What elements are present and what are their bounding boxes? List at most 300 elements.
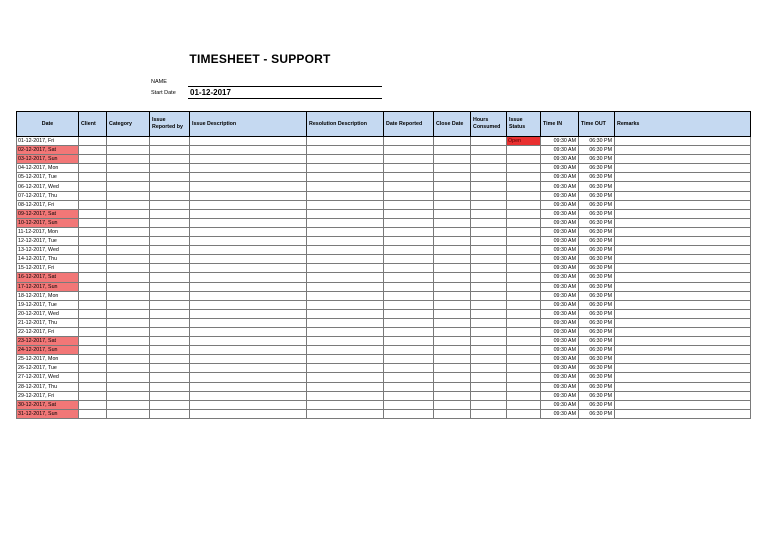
cell-category[interactable] <box>107 391 150 400</box>
cell-date-reported[interactable] <box>384 218 434 227</box>
cell-time-in[interactable]: 09:30 AM <box>541 273 579 282</box>
cell-close-date[interactable] <box>434 191 471 200</box>
cell-client[interactable] <box>79 209 107 218</box>
cell-category[interactable] <box>107 282 150 291</box>
cell-time-out[interactable]: 06:30 PM <box>579 264 615 273</box>
cell-date-reported[interactable] <box>384 400 434 409</box>
cell-resolution[interactable] <box>307 337 384 346</box>
cell-time-in[interactable]: 09:30 AM <box>541 291 579 300</box>
cell-close-date[interactable] <box>434 246 471 255</box>
cell-client[interactable] <box>79 391 107 400</box>
cell-description[interactable] <box>190 182 307 191</box>
cell-date-reported[interactable] <box>384 355 434 364</box>
cell-hours[interactable] <box>471 282 507 291</box>
cell-time-out[interactable]: 06:30 PM <box>579 191 615 200</box>
cell-status[interactable] <box>507 218 541 227</box>
cell-time-in[interactable]: 09:30 AM <box>541 373 579 382</box>
cell-date[interactable]: 29-12-2017, Fri <box>17 391 79 400</box>
cell-description[interactable] <box>190 291 307 300</box>
cell-date-reported[interactable] <box>384 246 434 255</box>
cell-time-out[interactable]: 06:30 PM <box>579 255 615 264</box>
cell-time-out[interactable]: 06:30 PM <box>579 146 615 155</box>
cell-description[interactable] <box>190 318 307 327</box>
cell-status[interactable] <box>507 409 541 418</box>
cell-date-reported[interactable] <box>384 364 434 373</box>
cell-remarks[interactable] <box>615 264 751 273</box>
cell-resolution[interactable] <box>307 355 384 364</box>
cell-hours[interactable] <box>471 146 507 155</box>
cell-date[interactable]: 24-12-2017, Sun <box>17 346 79 355</box>
cell-description[interactable] <box>190 200 307 209</box>
cell-client[interactable] <box>79 182 107 191</box>
cell-close-date[interactable] <box>434 364 471 373</box>
cell-hours[interactable] <box>471 318 507 327</box>
cell-client[interactable] <box>79 282 107 291</box>
cell-time-in[interactable]: 09:30 AM <box>541 309 579 318</box>
cell-description[interactable] <box>190 337 307 346</box>
cell-date[interactable]: 14-12-2017, Thu <box>17 255 79 264</box>
cell-hours[interactable] <box>471 218 507 227</box>
cell-time-out[interactable]: 06:30 PM <box>579 309 615 318</box>
cell-date[interactable]: 01-12-2017, Fri <box>17 137 79 146</box>
cell-date-reported[interactable] <box>384 373 434 382</box>
cell-reported-by[interactable] <box>150 218 190 227</box>
cell-time-out[interactable]: 06:30 PM <box>579 355 615 364</box>
cell-close-date[interactable] <box>434 218 471 227</box>
cell-close-date[interactable] <box>434 227 471 236</box>
cell-description[interactable] <box>190 355 307 364</box>
cell-date-reported[interactable] <box>384 255 434 264</box>
cell-close-date[interactable] <box>434 327 471 336</box>
cell-hours[interactable] <box>471 191 507 200</box>
cell-description[interactable] <box>190 227 307 236</box>
cell-resolution[interactable] <box>307 391 384 400</box>
cell-time-out[interactable]: 06:30 PM <box>579 182 615 191</box>
cell-time-out[interactable]: 06:30 PM <box>579 327 615 336</box>
cell-close-date[interactable] <box>434 409 471 418</box>
cell-time-out[interactable]: 06:30 PM <box>579 409 615 418</box>
cell-remarks[interactable] <box>615 382 751 391</box>
cell-date-reported[interactable] <box>384 191 434 200</box>
cell-reported-by[interactable] <box>150 137 190 146</box>
cell-time-out[interactable]: 06:30 PM <box>579 364 615 373</box>
cell-time-out[interactable]: 06:30 PM <box>579 173 615 182</box>
cell-remarks[interactable] <box>615 400 751 409</box>
cell-resolution[interactable] <box>307 209 384 218</box>
cell-time-in[interactable]: 09:30 AM <box>541 282 579 291</box>
cell-reported-by[interactable] <box>150 327 190 336</box>
cell-close-date[interactable] <box>434 291 471 300</box>
cell-time-out[interactable]: 06:30 PM <box>579 291 615 300</box>
cell-time-out[interactable]: 06:30 PM <box>579 337 615 346</box>
cell-description[interactable] <box>190 137 307 146</box>
cell-time-in[interactable]: 09:30 AM <box>541 382 579 391</box>
cell-hours[interactable] <box>471 227 507 236</box>
cell-time-out[interactable]: 06:30 PM <box>579 200 615 209</box>
cell-status[interactable] <box>507 327 541 336</box>
cell-client[interactable] <box>79 246 107 255</box>
cell-date-reported[interactable] <box>384 209 434 218</box>
cell-time-in[interactable]: 09:30 AM <box>541 200 579 209</box>
cell-close-date[interactable] <box>434 173 471 182</box>
cell-description[interactable] <box>190 364 307 373</box>
cell-reported-by[interactable] <box>150 164 190 173</box>
cell-client[interactable] <box>79 273 107 282</box>
cell-category[interactable] <box>107 291 150 300</box>
cell-close-date[interactable] <box>434 255 471 264</box>
cell-remarks[interactable] <box>615 155 751 164</box>
cell-remarks[interactable] <box>615 237 751 246</box>
cell-remarks[interactable] <box>615 409 751 418</box>
cell-hours[interactable] <box>471 291 507 300</box>
cell-time-in[interactable]: 09:30 AM <box>541 237 579 246</box>
cell-resolution[interactable] <box>307 155 384 164</box>
cell-category[interactable] <box>107 382 150 391</box>
cell-date[interactable]: 30-12-2017, Sat <box>17 400 79 409</box>
cell-resolution[interactable] <box>307 291 384 300</box>
cell-reported-by[interactable] <box>150 237 190 246</box>
cell-resolution[interactable] <box>307 373 384 382</box>
cell-category[interactable] <box>107 182 150 191</box>
cell-status[interactable] <box>507 391 541 400</box>
cell-hours[interactable] <box>471 400 507 409</box>
cell-close-date[interactable] <box>434 282 471 291</box>
cell-time-out[interactable]: 06:30 PM <box>579 400 615 409</box>
cell-time-in[interactable]: 09:30 AM <box>541 318 579 327</box>
cell-time-in[interactable]: 09:30 AM <box>541 337 579 346</box>
cell-remarks[interactable] <box>615 273 751 282</box>
cell-close-date[interactable] <box>434 373 471 382</box>
cell-category[interactable] <box>107 255 150 264</box>
cell-category[interactable] <box>107 146 150 155</box>
cell-client[interactable] <box>79 346 107 355</box>
cell-date-reported[interactable] <box>384 327 434 336</box>
cell-date[interactable]: 23-12-2017, Sat <box>17 337 79 346</box>
cell-date[interactable]: 09-12-2017, Sat <box>17 209 79 218</box>
cell-time-in[interactable]: 09:30 AM <box>541 409 579 418</box>
cell-time-out[interactable]: 06:30 PM <box>579 227 615 236</box>
cell-description[interactable] <box>190 391 307 400</box>
cell-status[interactable] <box>507 273 541 282</box>
cell-time-in[interactable]: 09:30 AM <box>541 246 579 255</box>
cell-date[interactable]: 13-12-2017, Wed <box>17 246 79 255</box>
cell-hours[interactable] <box>471 246 507 255</box>
cell-category[interactable] <box>107 355 150 364</box>
cell-date-reported[interactable] <box>384 391 434 400</box>
cell-date[interactable]: 17-12-2017, Sun <box>17 282 79 291</box>
cell-time-out[interactable]: 06:30 PM <box>579 218 615 227</box>
cell-status[interactable] <box>507 200 541 209</box>
cell-resolution[interactable] <box>307 382 384 391</box>
cell-time-out[interactable]: 06:30 PM <box>579 382 615 391</box>
cell-resolution[interactable] <box>307 264 384 273</box>
cell-remarks[interactable] <box>615 246 751 255</box>
cell-date-reported[interactable] <box>384 337 434 346</box>
cell-status[interactable] <box>507 364 541 373</box>
cell-client[interactable] <box>79 164 107 173</box>
cell-time-out[interactable]: 06:30 PM <box>579 209 615 218</box>
cell-date-reported[interactable] <box>384 146 434 155</box>
cell-reported-by[interactable] <box>150 309 190 318</box>
cell-resolution[interactable] <box>307 246 384 255</box>
cell-resolution[interactable] <box>307 137 384 146</box>
cell-reported-by[interactable] <box>150 409 190 418</box>
cell-date-reported[interactable] <box>384 182 434 191</box>
cell-remarks[interactable] <box>615 137 751 146</box>
cell-reported-by[interactable] <box>150 364 190 373</box>
cell-time-out[interactable]: 06:30 PM <box>579 155 615 164</box>
cell-category[interactable] <box>107 346 150 355</box>
cell-description[interactable] <box>190 373 307 382</box>
cell-time-out[interactable]: 06:30 PM <box>579 282 615 291</box>
cell-client[interactable] <box>79 155 107 164</box>
cell-status[interactable] <box>507 173 541 182</box>
cell-description[interactable] <box>190 209 307 218</box>
cell-status[interactable]: Open <box>507 137 541 146</box>
cell-date[interactable]: 16-12-2017, Sat <box>17 273 79 282</box>
cell-hours[interactable] <box>471 409 507 418</box>
cell-status[interactable] <box>507 382 541 391</box>
cell-date[interactable]: 07-12-2017, Thu <box>17 191 79 200</box>
cell-client[interactable] <box>79 291 107 300</box>
cell-status[interactable] <box>507 237 541 246</box>
cell-resolution[interactable] <box>307 237 384 246</box>
cell-resolution[interactable] <box>307 200 384 209</box>
cell-remarks[interactable] <box>615 191 751 200</box>
cell-time-out[interactable]: 06:30 PM <box>579 373 615 382</box>
cell-resolution[interactable] <box>307 273 384 282</box>
cell-date[interactable]: 26-12-2017, Tue <box>17 364 79 373</box>
cell-date[interactable]: 25-12-2017, Mon <box>17 355 79 364</box>
cell-time-in[interactable]: 09:30 AM <box>541 155 579 164</box>
cell-reported-by[interactable] <box>150 182 190 191</box>
cell-hours[interactable] <box>471 337 507 346</box>
cell-category[interactable] <box>107 237 150 246</box>
cell-date-reported[interactable] <box>384 291 434 300</box>
cell-hours[interactable] <box>471 382 507 391</box>
cell-close-date[interactable] <box>434 137 471 146</box>
cell-reported-by[interactable] <box>150 246 190 255</box>
cell-date[interactable]: 18-12-2017, Mon <box>17 291 79 300</box>
cell-time-out[interactable]: 06:30 PM <box>579 137 615 146</box>
cell-client[interactable] <box>79 300 107 309</box>
cell-description[interactable] <box>190 409 307 418</box>
cell-description[interactable] <box>190 309 307 318</box>
cell-reported-by[interactable] <box>150 300 190 309</box>
cell-resolution[interactable] <box>307 327 384 336</box>
cell-status[interactable] <box>507 309 541 318</box>
cell-client[interactable] <box>79 355 107 364</box>
cell-close-date[interactable] <box>434 164 471 173</box>
cell-status[interactable] <box>507 246 541 255</box>
cell-category[interactable] <box>107 218 150 227</box>
cell-time-in[interactable]: 09:30 AM <box>541 164 579 173</box>
cell-date-reported[interactable] <box>384 273 434 282</box>
cell-date[interactable]: 11-12-2017, Mon <box>17 227 79 236</box>
cell-remarks[interactable] <box>615 164 751 173</box>
cell-remarks[interactable] <box>615 355 751 364</box>
cell-resolution[interactable] <box>307 164 384 173</box>
cell-resolution[interactable] <box>307 255 384 264</box>
cell-status[interactable] <box>507 346 541 355</box>
cell-close-date[interactable] <box>434 300 471 309</box>
cell-resolution[interactable] <box>307 227 384 236</box>
cell-time-in[interactable]: 09:30 AM <box>541 191 579 200</box>
cell-date[interactable]: 06-12-2017, Wed <box>17 182 79 191</box>
cell-status[interactable] <box>507 255 541 264</box>
cell-hours[interactable] <box>471 355 507 364</box>
cell-time-out[interactable]: 06:30 PM <box>579 391 615 400</box>
cell-status[interactable] <box>507 318 541 327</box>
cell-resolution[interactable] <box>307 173 384 182</box>
cell-client[interactable] <box>79 191 107 200</box>
cell-date-reported[interactable] <box>384 155 434 164</box>
cell-hours[interactable] <box>471 327 507 336</box>
cell-remarks[interactable] <box>615 300 751 309</box>
cell-date-reported[interactable] <box>384 409 434 418</box>
cell-time-out[interactable]: 06:30 PM <box>579 237 615 246</box>
cell-time-in[interactable]: 09:30 AM <box>541 327 579 336</box>
cell-reported-by[interactable] <box>150 282 190 291</box>
cell-category[interactable] <box>107 309 150 318</box>
cell-remarks[interactable] <box>615 173 751 182</box>
cell-reported-by[interactable] <box>150 264 190 273</box>
cell-close-date[interactable] <box>434 355 471 364</box>
cell-date-reported[interactable] <box>384 264 434 273</box>
cell-description[interactable] <box>190 164 307 173</box>
cell-time-in[interactable]: 09:30 AM <box>541 227 579 236</box>
cell-date-reported[interactable] <box>384 346 434 355</box>
cell-time-in[interactable]: 09:30 AM <box>541 209 579 218</box>
cell-hours[interactable] <box>471 155 507 164</box>
cell-time-in[interactable]: 09:30 AM <box>541 137 579 146</box>
cell-client[interactable] <box>79 146 107 155</box>
cell-description[interactable] <box>190 191 307 200</box>
cell-reported-by[interactable] <box>150 173 190 182</box>
cell-time-out[interactable]: 06:30 PM <box>579 318 615 327</box>
cell-time-in[interactable]: 09:30 AM <box>541 255 579 264</box>
cell-category[interactable] <box>107 155 150 164</box>
cell-close-date[interactable] <box>434 200 471 209</box>
cell-client[interactable] <box>79 227 107 236</box>
cell-category[interactable] <box>107 227 150 236</box>
cell-date[interactable]: 03-12-2017, Sun <box>17 155 79 164</box>
cell-time-out[interactable]: 06:30 PM <box>579 246 615 255</box>
cell-category[interactable] <box>107 173 150 182</box>
cell-date-reported[interactable] <box>384 227 434 236</box>
cell-remarks[interactable] <box>615 227 751 236</box>
cell-remarks[interactable] <box>615 337 751 346</box>
cell-remarks[interactable] <box>615 346 751 355</box>
cell-reported-by[interactable] <box>150 200 190 209</box>
cell-reported-by[interactable] <box>150 318 190 327</box>
cell-hours[interactable] <box>471 391 507 400</box>
cell-hours[interactable] <box>471 255 507 264</box>
cell-description[interactable] <box>190 237 307 246</box>
cell-close-date[interactable] <box>434 146 471 155</box>
cell-category[interactable] <box>107 327 150 336</box>
cell-time-in[interactable]: 09:30 AM <box>541 173 579 182</box>
cell-status[interactable] <box>507 164 541 173</box>
cell-date[interactable]: 31-12-2017, Sun <box>17 409 79 418</box>
cell-date[interactable]: 20-12-2017, Wed <box>17 309 79 318</box>
cell-time-out[interactable]: 06:30 PM <box>579 300 615 309</box>
cell-remarks[interactable] <box>615 309 751 318</box>
cell-description[interactable] <box>190 264 307 273</box>
cell-description[interactable] <box>190 246 307 255</box>
cell-reported-by[interactable] <box>150 146 190 155</box>
cell-time-out[interactable]: 06:30 PM <box>579 164 615 173</box>
cell-date-reported[interactable] <box>384 173 434 182</box>
cell-remarks[interactable] <box>615 255 751 264</box>
cell-category[interactable] <box>107 209 150 218</box>
cell-time-out[interactable]: 06:30 PM <box>579 346 615 355</box>
cell-date[interactable]: 02-12-2017, Sat <box>17 146 79 155</box>
cell-date-reported[interactable] <box>384 382 434 391</box>
cell-date[interactable]: 19-12-2017, Tue <box>17 300 79 309</box>
cell-close-date[interactable] <box>434 155 471 164</box>
cell-client[interactable] <box>79 200 107 209</box>
cell-close-date[interactable] <box>434 237 471 246</box>
cell-status[interactable] <box>507 264 541 273</box>
cell-close-date[interactable] <box>434 337 471 346</box>
cell-time-in[interactable]: 09:30 AM <box>541 264 579 273</box>
cell-hours[interactable] <box>471 209 507 218</box>
cell-remarks[interactable] <box>615 291 751 300</box>
cell-status[interactable] <box>507 155 541 164</box>
cell-close-date[interactable] <box>434 273 471 282</box>
cell-category[interactable] <box>107 246 150 255</box>
start-date-field[interactable] <box>188 98 382 99</box>
cell-resolution[interactable] <box>307 300 384 309</box>
cell-date-reported[interactable] <box>384 318 434 327</box>
cell-reported-by[interactable] <box>150 400 190 409</box>
cell-description[interactable] <box>190 273 307 282</box>
cell-client[interactable] <box>79 409 107 418</box>
cell-date[interactable]: 10-12-2017, Sun <box>17 218 79 227</box>
cell-resolution[interactable] <box>307 146 384 155</box>
cell-description[interactable] <box>190 400 307 409</box>
cell-time-in[interactable]: 09:30 AM <box>541 182 579 191</box>
cell-client[interactable] <box>79 364 107 373</box>
cell-client[interactable] <box>79 137 107 146</box>
cell-close-date[interactable] <box>434 264 471 273</box>
cell-hours[interactable] <box>471 309 507 318</box>
cell-client[interactable] <box>79 400 107 409</box>
cell-date[interactable]: 08-12-2017, Fri <box>17 200 79 209</box>
cell-reported-by[interactable] <box>150 355 190 364</box>
cell-time-out[interactable]: 06:30 PM <box>579 273 615 282</box>
cell-reported-by[interactable] <box>150 346 190 355</box>
cell-close-date[interactable] <box>434 182 471 191</box>
cell-category[interactable] <box>107 264 150 273</box>
cell-status[interactable] <box>507 337 541 346</box>
cell-time-in[interactable]: 09:30 AM <box>541 346 579 355</box>
cell-hours[interactable] <box>471 164 507 173</box>
cell-close-date[interactable] <box>434 382 471 391</box>
cell-hours[interactable] <box>471 182 507 191</box>
cell-remarks[interactable] <box>615 218 751 227</box>
cell-resolution[interactable] <box>307 191 384 200</box>
cell-resolution[interactable] <box>307 400 384 409</box>
cell-category[interactable] <box>107 273 150 282</box>
cell-hours[interactable] <box>471 264 507 273</box>
cell-time-in[interactable]: 09:30 AM <box>541 146 579 155</box>
cell-reported-by[interactable] <box>150 209 190 218</box>
cell-status[interactable] <box>507 355 541 364</box>
cell-remarks[interactable] <box>615 318 751 327</box>
cell-remarks[interactable] <box>615 327 751 336</box>
